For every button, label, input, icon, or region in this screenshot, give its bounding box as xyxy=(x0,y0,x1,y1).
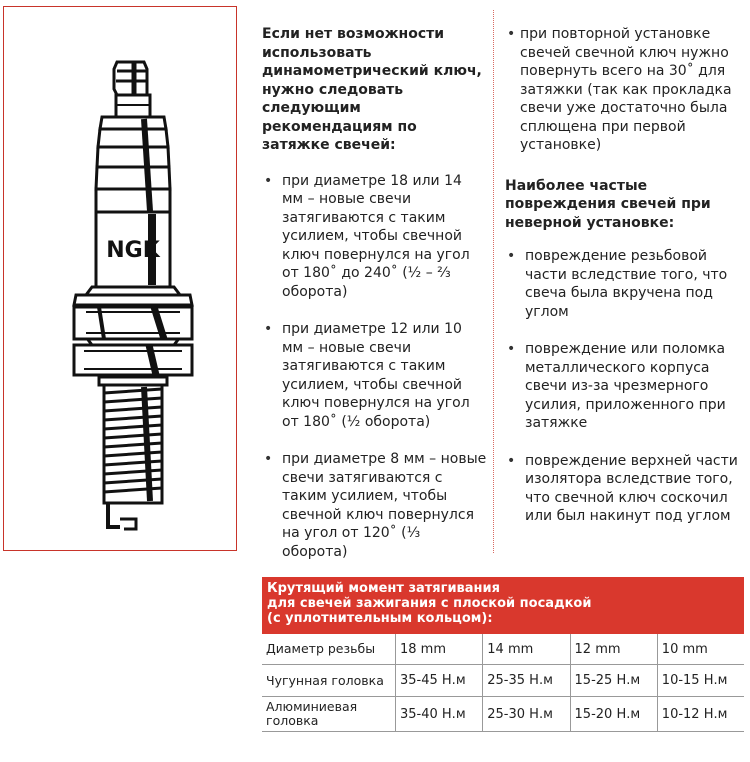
damage-item: • повреждение верхней части изолятора вследствие того, что свечной ключ соскочил или был накинут под углом xyxy=(505,452,745,526)
table-cell: 10-12 Н.м xyxy=(657,697,744,732)
torque-table-title xyxy=(262,577,744,634)
torque-table xyxy=(262,577,744,732)
table-cell: 15-25 Н.м xyxy=(570,665,657,697)
row-label: Алюминиевая головка xyxy=(262,697,396,732)
recommendation-item: • при диаметре 8 мм – новые свечи затягиваются с таким усилием, чтобы свечной ключ повернулся на угол от 120˚ (⅓ оборота) xyxy=(262,450,487,561)
brand-logo-text: NGK xyxy=(106,238,160,263)
table-cell: 10 mm xyxy=(657,634,744,665)
table-cell: 25-30 Н.м xyxy=(483,697,570,732)
damage-item: • повреждение или поломка металлического корпуса свечи из-за чрезмерного усилия, приложенного при затяжке xyxy=(505,340,745,433)
table-row xyxy=(262,665,744,697)
spark-plug-drawing xyxy=(4,7,236,550)
recommendation-item: • при диаметре 18 или 14 мм – новые свечи затягиваются с таким усилием, чтобы свечной ключ повернулся на угол от 180˚ до 240˚ (½ – ⅔ оборота) xyxy=(262,172,487,302)
table-row xyxy=(262,697,744,732)
recommendations-list xyxy=(262,172,487,562)
table-title-line: Крутящий момент затягивания xyxy=(267,581,500,596)
table-cell: 10-15 Н.м xyxy=(657,665,744,697)
recommendations-heading: Если нет возможности использовать динамометрический ключ, нужно следовать следующим рекомендациям по затяжке свечей: xyxy=(262,26,482,153)
damage-item: • повреждение резьбовой части вследствие того, что свеча была вкручена под углом xyxy=(505,247,745,321)
damage-heading: Наиболее частые повреждения свечей при неверной установке: xyxy=(505,177,711,231)
row-label: Диаметр резьбы xyxy=(262,634,396,665)
table-cell: 35-45 Н.м xyxy=(396,665,483,697)
damage-column xyxy=(505,25,745,545)
table-title-line: для свечей зажигания с плоской посадкой xyxy=(267,596,592,611)
table-cell: 12 mm xyxy=(570,634,657,665)
table-cell: 25-35 Н.м xyxy=(483,665,570,697)
spark-plug-illustration xyxy=(3,6,237,551)
table-cell: 14 mm xyxy=(483,634,570,665)
table-title-line: (с уплотнительным кольцом): xyxy=(267,611,493,626)
torque-recommendations-column xyxy=(262,25,487,580)
table-row xyxy=(262,634,744,665)
torque-values-table xyxy=(262,634,744,732)
column-divider xyxy=(493,10,494,553)
table-cell: 18 mm xyxy=(396,634,483,665)
row-label: Чугунная головка xyxy=(262,665,396,697)
recommendation-item: • при диаметре 12 или 10 мм – новые свечи затягиваются с таким усилием, чтобы свечной ключ повернулся на угол от 180˚ (½ оборота) xyxy=(262,320,487,431)
table-cell: 35-40 Н.м xyxy=(396,697,483,732)
table-cell: 15-20 Н.м xyxy=(570,697,657,732)
damage-list xyxy=(505,247,745,526)
reinstall-note: • при повторной установке свечей свечной ключ нужно повернуть всего на 30˚ для затяжки (так как прокладка свечи уже достаточно была сплющена при первой установке) xyxy=(505,25,745,155)
